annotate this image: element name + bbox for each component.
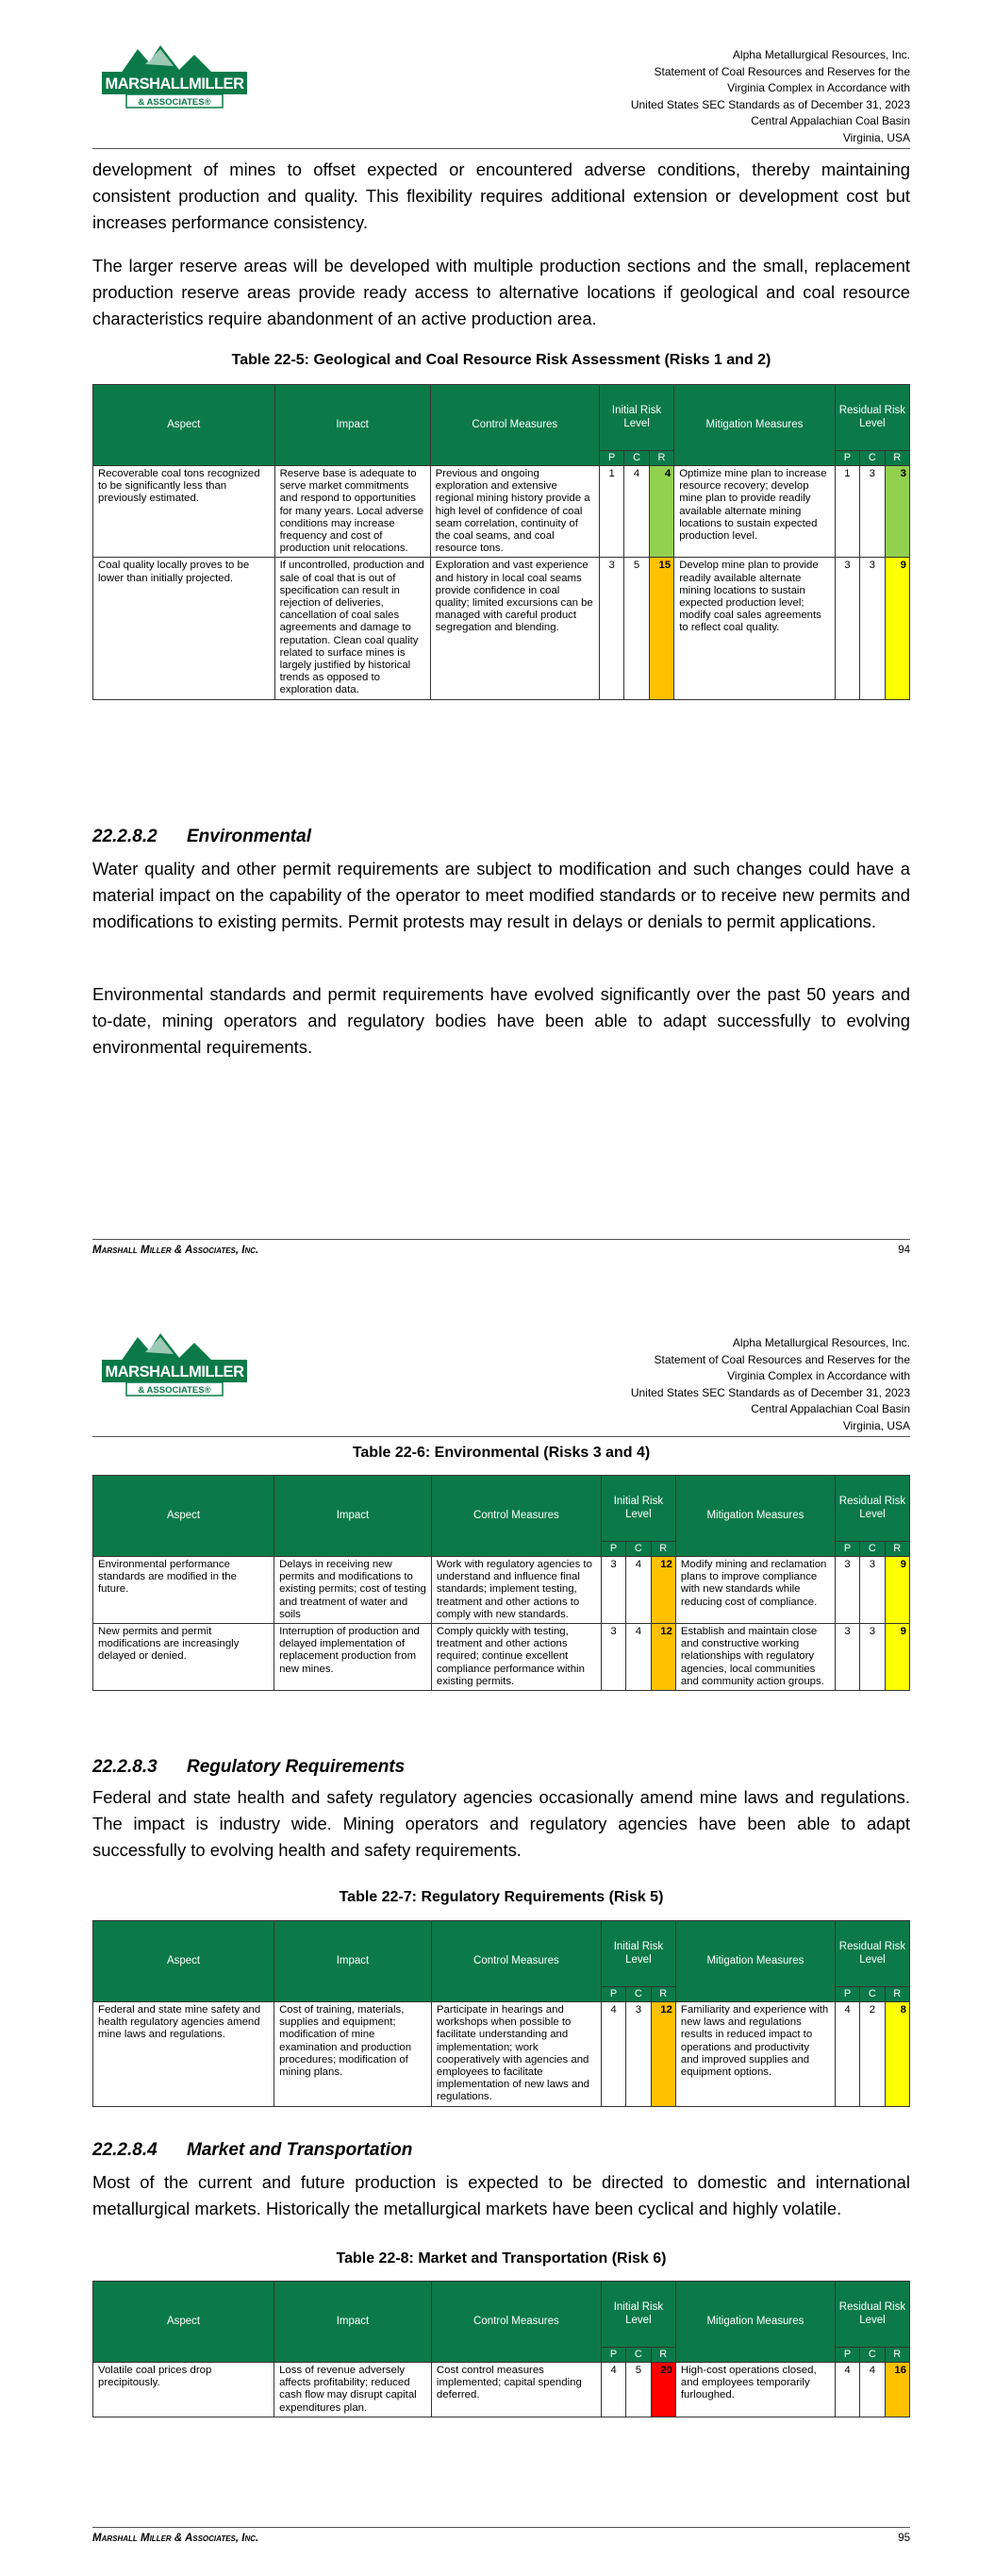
column-header-c: C [624, 451, 649, 466]
header-line: Central Appalachian Coal Basin [751, 114, 910, 127]
marshall-miller-logo [100, 42, 249, 111]
cell-aspect: Environmental performance standards are modified in the future. [93, 1557, 274, 1624]
cell-control: Exploration and vast experience and history in local coal seams provide confidence in coal quality; limited excursions can be managed with careful product segregation and blending. [430, 558, 599, 699]
table-caption: Table 22-5: Geological and Coal Resource Risk Assessment (Risks 1 and 2) [231, 352, 771, 368]
cell-impact: Delays in receiving new permits and modifications to existing permits; cost of testing and treatment of water and soils [274, 1557, 432, 1624]
cell-initial-r: 4 [649, 466, 673, 558]
column-header-mitigation: Mitigation Measures [675, 1921, 835, 2002]
column-header-p: P [835, 1987, 859, 2002]
company-name: Alpha Metallurgical Resources, Inc. [732, 48, 910, 61]
footer-company: Marshall Miller & Associates, Inc. [92, 2533, 259, 2544]
header-company-info [631, 47, 910, 146]
marshall-miller-logo [100, 1330, 249, 1399]
cell-residual-r: 3 [885, 466, 909, 558]
column-header-mitigation: Mitigation Measures [675, 2282, 835, 2363]
cell-initial-r: 12 [651, 1624, 675, 1691]
cell-aspect: Coal quality locally proves to be lower than initially projected. [93, 558, 275, 699]
header-line: Statement of Coal Resources and Reserves for the [654, 1352, 910, 1366]
paragraph: Water quality and other permit requirements are subject to modification and such changes could have a material impact on the capability of the operator to meet modified standards or to receive new permits and modifications to existing permits. Permit protests may result in delays or denials to permit applications. [92, 859, 910, 931]
cell-residual-r: 9 [885, 1624, 909, 1691]
report-page-95 [0, 1288, 995, 2576]
column-header-p: P [599, 451, 623, 466]
table-row [93, 558, 910, 699]
cell-residual-c: 4 [860, 2363, 885, 2417]
column-header-p: P [835, 1542, 859, 1557]
column-header-c: C [860, 1542, 885, 1557]
column-header-r: R [651, 2348, 675, 2363]
cell-initial-r: 12 [651, 1557, 675, 1624]
svg-text:& ASSOCIATES®: & ASSOCIATES® [138, 97, 211, 108]
cell-control: Previous and ongoing exploration and extensive regional mining history provide a high level of confidence of coal seam correlation, continuity of the coal seams, and coal resource tons. [430, 466, 599, 558]
header-line: Virginia Complex in Accordance with [727, 1369, 910, 1382]
cell-impact: Cost of training, materials, supplies and equipment; modification of mine examination and production procedures; modification of mining plans. [274, 2002, 432, 2107]
section-heading-environmental [92, 827, 311, 847]
cell-residual-r: 9 [885, 1557, 909, 1624]
column-header-r: R [651, 1987, 675, 2002]
column-header-mitigation: Mitigation Measures [675, 1476, 835, 1557]
column-header-p: P [601, 2348, 625, 2363]
column-header-control: Control Measures [431, 2282, 601, 2363]
table-row [93, 1624, 910, 1691]
svg-text:MARSHALLMILLER: MARSHALLMILLER [105, 1363, 244, 1380]
header-line: Virginia, USA [842, 130, 910, 144]
cell-residual-c: 3 [860, 1624, 885, 1691]
page-header [92, 34, 910, 149]
column-header-r: R [649, 451, 673, 466]
table-caption: Table 22-6: Environmental (Risks 3 and 4) [352, 1445, 651, 1461]
risk-table-22-5 [92, 384, 910, 700]
table-row [93, 2002, 910, 2107]
section-heading-market [92, 2140, 412, 2161]
section-heading-regulatory [92, 1757, 405, 1778]
column-header-c: C [860, 1987, 885, 2002]
cell-aspect: Volatile coal prices drop precipitously. [93, 2363, 274, 2417]
page-number: 95 [898, 2533, 910, 2544]
table-row [93, 2363, 910, 2417]
cell-residual-c: 2 [860, 2002, 885, 2107]
cell-initial-p: 4 [601, 2363, 625, 2417]
cell-initial-r: 12 [651, 2002, 675, 2107]
paragraph: development of mines to offset expected or encountered adverse conditions, thereby maintaining consistent production and quality. This flexibility requires additional extension or development cost but increases performance consistency. [92, 159, 910, 232]
column-header-control: Control Measures [430, 385, 599, 466]
cell-initial-p: 1 [599, 466, 623, 558]
cell-initial-r: 20 [651, 2363, 675, 2417]
paragraph: Environmental standards and permit requirements have evolved significantly over the past 50 years and to-date, mining operators and regulatory bodies have been able to adapt successfully to evolving environmental requirements. [92, 984, 910, 1057]
column-header-r: R [885, 1542, 909, 1557]
column-header-residual-risk: Residual Risk Level [835, 385, 909, 451]
cell-initial-p: 3 [601, 1624, 625, 1691]
column-header-p: P [835, 451, 859, 466]
column-header-r: R [885, 2348, 909, 2363]
cell-initial-c: 3 [626, 2002, 651, 2107]
cell-mitigation: Develop mine plan to provide readily available alternate mining locations to sustain expected production level; modify coal sales agreements to reflect coal quality. [674, 558, 836, 699]
column-header-mitigation: Mitigation Measures [674, 385, 836, 466]
cell-impact: If uncontrolled, production and sale of coal that is out of specification can result in rejection of deliveries, cancellation of coal sales agreements and damage to reputation. Clean coal quality related to surface mines is largely justified by historical trends as opposed to exploration data. [274, 558, 430, 699]
column-header-residual-risk: Residual Risk Level [835, 1476, 909, 1542]
column-header-r: R [885, 1987, 909, 2002]
cell-mitigation: Establish and maintain close and constructive working relationships with regulatory agencies, local communities and community action groups. [675, 1624, 835, 1691]
column-header-c: C [626, 1542, 651, 1557]
column-header-p: P [835, 2348, 859, 2363]
column-header-c: C [626, 2348, 651, 2363]
page-header [92, 1322, 910, 1437]
cell-control: Work with regulatory agencies to understand and influence final standards; implement testing, treatment and other actions to comply with new standards. [431, 1557, 601, 1624]
column-header-impact: Impact [274, 1921, 432, 2002]
cell-mitigation: Optimize mine plan to increase resource recovery; develop mine plan to provide readily available alternate mining locations to sustain expected production level. [674, 466, 836, 558]
column-header-p: P [601, 1987, 625, 2002]
page-footer [92, 2527, 910, 2544]
cell-residual-p: 1 [835, 466, 859, 558]
column-header-aspect: Aspect [93, 2282, 274, 2363]
cell-mitigation: High-cost operations closed, and employees temporarily furloughed. [675, 2363, 835, 2417]
cell-residual-p: 4 [835, 2363, 859, 2417]
cell-initial-c: 5 [624, 558, 649, 699]
cell-impact: Reserve base is adequate to serve market commitments and respond to opportunities for many years. Local adverse conditions may increase frequency and cost of production unit relocations. [274, 466, 430, 558]
page-number: 94 [898, 1245, 910, 1256]
cell-initial-r: 15 [649, 558, 673, 699]
cell-control: Participate in hearings and workshops when possible to facilitate understanding and implementation; work cooperatively with agencies and employees to facilitate implementation of new laws and regulations. [431, 2002, 601, 2107]
cell-initial-p: 3 [601, 1557, 625, 1624]
column-header-initial-risk: Initial Risk Level [601, 1476, 675, 1542]
section-number: 22.2.8.4 [92, 2140, 158, 2160]
header-line: Statement of Coal Resources and Reserves for the [654, 64, 910, 78]
column-header-c: C [626, 1987, 651, 2002]
column-header-impact: Impact [274, 2282, 432, 2363]
header-line: United States SEC Standards as of December 31, 2023 [630, 97, 910, 111]
cell-aspect: Federal and state mine safety and health regulatory agencies amend mine laws and regulations. [93, 2002, 274, 2107]
cell-residual-p: 4 [835, 2002, 859, 2107]
cell-initial-p: 3 [599, 558, 623, 699]
column-header-aspect: Aspect [93, 1921, 274, 2002]
column-header-aspect: Aspect [93, 385, 275, 466]
header-line: Virginia Complex in Accordance with [727, 81, 910, 94]
cell-residual-c: 3 [860, 466, 885, 558]
column-header-aspect: Aspect [93, 1476, 274, 1557]
header-company-info [631, 1335, 910, 1434]
risk-table-22-7 [92, 1920, 910, 2107]
table-row [93, 466, 910, 558]
column-header-initial-risk: Initial Risk Level [601, 1921, 675, 1987]
cell-residual-p: 3 [835, 1557, 859, 1624]
cell-initial-p: 4 [601, 2002, 625, 2107]
cell-residual-r: 16 [885, 2363, 909, 2417]
section-number: 22.2.8.3 [92, 1757, 158, 1777]
column-header-r: R [885, 451, 909, 466]
table-caption: Table 22-7: Regulatory Requirements (Risk 5) [339, 1889, 664, 1905]
section-title: Environmental [187, 827, 311, 846]
column-header-residual-risk: Residual Risk Level [835, 2282, 909, 2348]
svg-text:& ASSOCIATES®: & ASSOCIATES® [138, 1385, 211, 1396]
cell-control: Cost control measures implemented; capital spending deferred. [431, 2363, 601, 2417]
company-name: Alpha Metallurgical Resources, Inc. [732, 1336, 910, 1349]
cell-initial-c: 4 [626, 1557, 651, 1624]
cell-aspect: Recoverable coal tons recognized to be significantly less than previously estimated. [93, 466, 275, 558]
risk-table-22-6 [92, 1475, 910, 1691]
section-number: 22.2.8.2 [92, 827, 158, 846]
page-footer [92, 1239, 910, 1256]
column-header-residual-risk: Residual Risk Level [835, 1921, 909, 1987]
cell-mitigation: Familiarity and experience with new laws and regulations results in reduced impact to operations and productivity and improved supplies and equipment options. [675, 2002, 835, 2107]
column-header-p: P [601, 1542, 625, 1557]
cell-control: Comply quickly with testing, treatment and other actions required; continue excellent compliance performance within existing permits. [431, 1624, 601, 1691]
column-header-initial-risk: Initial Risk Level [601, 2282, 675, 2348]
cell-impact: Interruption of production and delayed implementation of replacement production from new mines. [274, 1624, 432, 1691]
cell-aspect: New permits and permit modifications are increasingly delayed or denied. [93, 1624, 274, 1691]
cell-initial-c: 5 [626, 2363, 651, 2417]
cell-residual-c: 3 [860, 558, 885, 699]
paragraph: Most of the current and future production is expected to be directed to domestic and international metallurgical markets. Historically the metallurgical markets have been cyclical and highly volatile. [92, 2172, 910, 2218]
column-header-impact: Impact [274, 385, 430, 466]
table-row [93, 1557, 910, 1624]
column-header-c: C [860, 2348, 885, 2363]
cell-residual-c: 3 [860, 1557, 885, 1624]
paragraph: The larger reserve areas will be developed with multiple production sections and the small, replacement production reserve areas provide ready access to alternative locations if geological and coal resource characteristics require abandonment of an active production area. [92, 256, 910, 328]
cell-residual-r: 8 [885, 2002, 909, 2107]
column-header-impact: Impact [274, 1476, 432, 1557]
paragraph: Federal and state health and safety regulatory agencies occasionally amend mine laws and regulations. The impact is industry wide. Mining operators and regulatory agencies have been able to adapt successfully to evolving health and safety requirements. [92, 1787, 910, 1860]
svg-text:MARSHALLMILLER: MARSHALLMILLER [105, 75, 244, 92]
header-line: Virginia, USA [842, 1418, 910, 1432]
column-header-initial-risk: Initial Risk Level [599, 385, 673, 451]
cell-impact: Loss of revenue adversely affects profitability; reduced cash flow may disrupt capital expenditures plan. [274, 2363, 432, 2417]
cell-residual-p: 3 [835, 1624, 859, 1691]
column-header-c: C [860, 451, 885, 466]
section-title: Regulatory Requirements [187, 1757, 406, 1777]
cell-mitigation: Modify mining and reclamation plans to improve compliance with new standards while reducing cost of compliance. [675, 1557, 835, 1624]
table-caption: Table 22-8: Market and Transportation (Risk 6) [336, 2250, 667, 2267]
section-title: Market and Transportation [187, 2140, 413, 2160]
risk-table-22-8 [92, 2281, 910, 2417]
cell-initial-c: 4 [624, 466, 649, 558]
cell-residual-p: 3 [835, 558, 859, 699]
header-line: Central Appalachian Coal Basin [751, 1402, 910, 1415]
cell-residual-r: 9 [885, 558, 909, 699]
column-header-control: Control Measures [431, 1921, 601, 2002]
header-line: United States SEC Standards as of December 31, 2023 [630, 1385, 910, 1399]
footer-company: Marshall Miller & Associates, Inc. [92, 1245, 259, 1256]
column-header-control: Control Measures [431, 1476, 601, 1557]
cell-initial-c: 4 [626, 1624, 651, 1691]
column-header-r: R [651, 1542, 675, 1557]
